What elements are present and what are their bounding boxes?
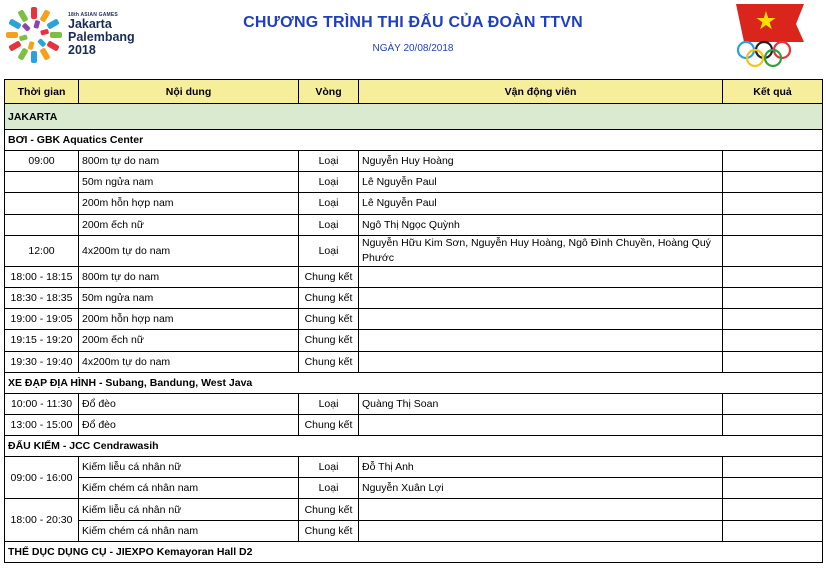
table-row (5, 520, 823, 541)
round-cell: Chung kết (299, 266, 359, 287)
athlete-cell (359, 414, 723, 435)
round-cell: Loại (299, 393, 359, 414)
header-time: Thời gian (5, 80, 79, 104)
result-cell (723, 414, 823, 435)
time-cell (5, 172, 79, 193)
header-athlete: Vận động viên (359, 80, 723, 104)
asian-games-emblem-icon (4, 4, 64, 66)
time-cell (5, 193, 79, 214)
round-cell: Loại (299, 235, 359, 266)
athlete-cell (359, 309, 723, 330)
table-row (5, 393, 823, 414)
round-cell: Loại (299, 193, 359, 214)
round-cell: Chung kết (299, 414, 359, 435)
header-round: Vòng (299, 80, 359, 104)
table-row (5, 214, 823, 235)
athlete-cell: Nguyễn Huy Hoàng (359, 151, 723, 172)
logo-small-text: 18th ASIAN GAMES (68, 12, 118, 18)
event-cell: 200m hỗn hợp nam (79, 193, 299, 214)
round-cell: Chung kết (299, 309, 359, 330)
athlete-cell: Lê Nguyễn Paul (359, 193, 723, 214)
header-result: Kết quả (723, 80, 823, 104)
venue-row-gymnastics (5, 541, 823, 562)
result-cell (723, 330, 823, 351)
athlete-cell (359, 520, 723, 541)
table-header-row (5, 80, 823, 104)
event-cell: Kiếm chém cá nhân nam (79, 520, 299, 541)
event-cell: 4x200m tự do nam (79, 235, 299, 266)
venue-row-fencing (5, 436, 823, 457)
round-cell: Loại (299, 172, 359, 193)
round-cell: Loại (299, 214, 359, 235)
event-cell: Kiếm liễu cá nhân nữ (79, 499, 299, 520)
venue-label: THỂ DỤC DỤNG CỤ - JIEXPO Kemayoran Hall D2 (5, 541, 823, 562)
asian-games-logo (4, 4, 154, 66)
logo-line-3: 2018 (68, 43, 96, 57)
logo-wordmark (68, 12, 135, 57)
schedule-table (4, 79, 823, 563)
time-cell: 12:00 (5, 235, 79, 266)
round-cell: Chung kết (299, 287, 359, 308)
venue-row-cycling (5, 372, 823, 393)
result-cell (723, 193, 823, 214)
athlete-cell (359, 266, 723, 287)
event-cell: 800m tự do nam (79, 266, 299, 287)
time-cell: 19:15 - 19:20 (5, 330, 79, 351)
result-cell (723, 478, 823, 499)
venue-label: ĐẤU KIẾM - JCC Cendrawasih (5, 436, 823, 457)
result-cell (723, 266, 823, 287)
page-date: NGÀY 20/08/2018 (372, 43, 454, 54)
table-row (5, 172, 823, 193)
city-row (5, 104, 823, 130)
city-label: JAKARTA (5, 104, 823, 130)
event-cell: 4x200m tự do nam (79, 351, 299, 372)
round-cell: Loại (299, 151, 359, 172)
time-cell: 10:00 - 11:30 (5, 393, 79, 414)
vietnam-olympic-logo (730, 2, 810, 70)
athlete-cell (359, 351, 723, 372)
venue-row-swimming (5, 130, 823, 151)
athlete-cell (359, 287, 723, 308)
event-cell: 50m ngửa nam (79, 287, 299, 308)
result-cell (723, 214, 823, 235)
round-cell: Chung kết (299, 351, 359, 372)
table-row (5, 478, 823, 499)
venue-label: BƠI - GBK Aquatics Center (5, 130, 823, 151)
event-cell: 200m hỗn hợp nam (79, 309, 299, 330)
result-cell (723, 499, 823, 520)
event-cell: 50m ngửa nam (79, 172, 299, 193)
time-cell: 09:00 - 16:00 (5, 457, 79, 499)
time-cell (5, 214, 79, 235)
time-cell: 09:00 (5, 151, 79, 172)
logo-line-2: Palembang (68, 30, 135, 44)
athlete-cell (359, 330, 723, 351)
table-row (5, 499, 823, 520)
table-row (5, 457, 823, 478)
result-cell (723, 457, 823, 478)
result-cell (723, 287, 823, 308)
round-cell: Loại (299, 457, 359, 478)
event-cell: Kiếm chém cá nhân nam (79, 478, 299, 499)
event-cell: 200m ếch nữ (79, 330, 299, 351)
table-row (5, 330, 823, 351)
page-title: CHƯƠNG TRÌNH THI ĐẤU CỦA ĐOÀN TTVN (243, 14, 583, 31)
athlete-cell (359, 499, 723, 520)
time-cell: 18:00 - 18:15 (5, 266, 79, 287)
round-cell: Loại (299, 478, 359, 499)
athlete-cell: Nguyễn Hữu Kim Sơn, Nguyễn Huy Hoàng, Ngô Đình Chuyền, Hoàng Quý Phước (359, 235, 723, 266)
athlete-cell: Đỗ Thị Anh (359, 457, 723, 478)
table-row (5, 309, 823, 330)
logo-line-1: Jakarta (68, 17, 112, 31)
page-header (0, 0, 826, 76)
event-cell: 200m ếch nữ (79, 214, 299, 235)
time-cell: 19:00 - 19:05 (5, 309, 79, 330)
athlete-cell: Lê Nguyễn Paul (359, 172, 723, 193)
table-row (5, 266, 823, 287)
event-cell: Đổ đèo (79, 393, 299, 414)
round-cell: Chung kết (299, 499, 359, 520)
round-cell: Chung kết (299, 330, 359, 351)
result-cell (723, 172, 823, 193)
time-cell: 18:00 - 20:30 (5, 499, 79, 541)
result-cell (723, 393, 823, 414)
table-row (5, 193, 823, 214)
athlete-cell: Nguyễn Xuân Lợi (359, 478, 723, 499)
table-row (5, 287, 823, 308)
result-cell (723, 151, 823, 172)
round-cell: Chung kết (299, 520, 359, 541)
event-cell: 800m tự do nam (79, 151, 299, 172)
result-cell (723, 235, 823, 266)
athlete-cell: Ngô Thị Ngọc Quỳnh (359, 214, 723, 235)
vietnam-flag-olympic-rings-icon (730, 2, 810, 70)
event-cell: Đổ đèo (79, 414, 299, 435)
result-cell (723, 309, 823, 330)
time-cell: 13:00 - 15:00 (5, 414, 79, 435)
result-cell (723, 520, 823, 541)
athlete-cell: Quàng Thị Soan (359, 393, 723, 414)
venue-label: XE ĐẠP ĐỊA HÌNH - Subang, Bandung, West Java (5, 372, 823, 393)
time-cell: 19:30 - 19:40 (5, 351, 79, 372)
table-row (5, 414, 823, 435)
event-cell: Kiếm liễu cá nhân nữ (79, 457, 299, 478)
table-row (5, 351, 823, 372)
time-cell: 18:30 - 18:35 (5, 287, 79, 308)
table-row (5, 235, 823, 266)
result-cell (723, 351, 823, 372)
table-row (5, 151, 823, 172)
header-event: Nội dung (79, 80, 299, 104)
